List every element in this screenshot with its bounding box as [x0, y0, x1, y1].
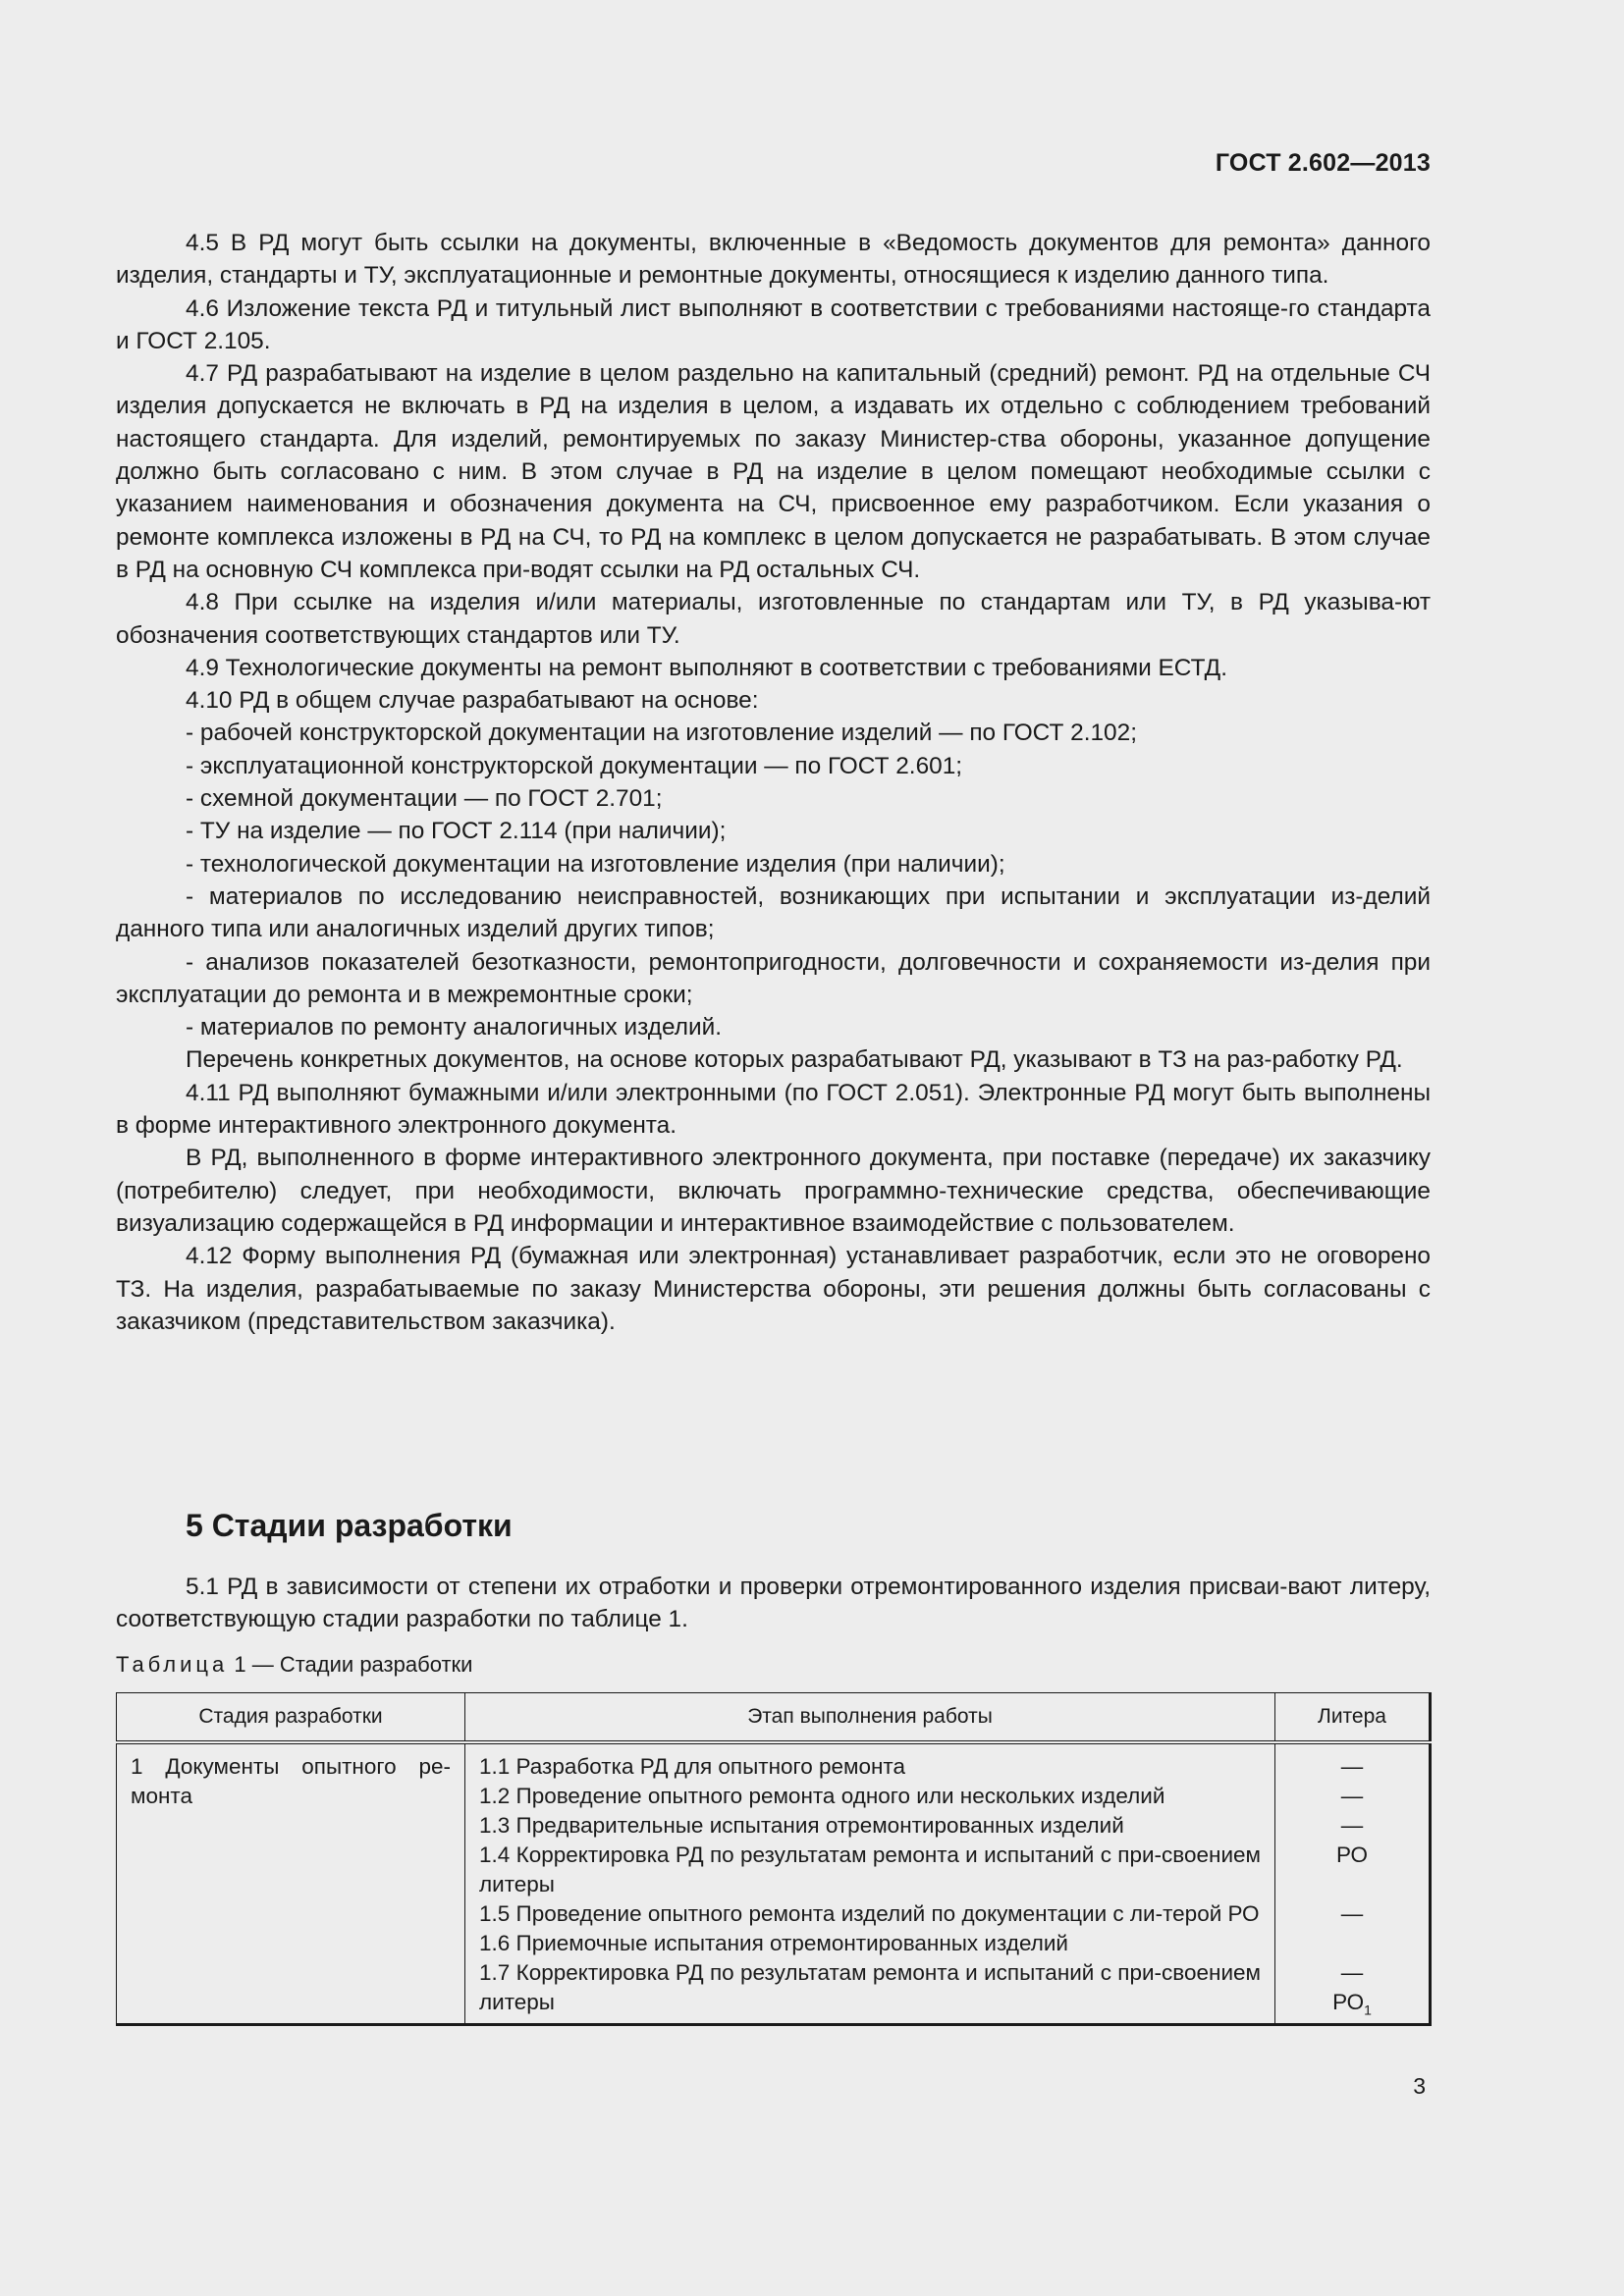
list-item: - анализов показателей безотказности, ремонтопригодности, долговечности и сохраняемости из-делия при эксплуатации до ремонта и в межремонтные сроки; — [116, 948, 1431, 1008]
step-item: 1.6 Приемочные испытания отремонтированных изделий — [479, 1931, 1068, 1955]
list-item: - ТУ на изделие — по ГОСТ 2.114 (при наличии); — [186, 818, 727, 845]
step-item: 1.3 Предварительные испытания отремонтированных изделий — [479, 1813, 1124, 1838]
stages-table — [116, 1692, 1432, 2026]
paragraph-4-12: 4.12 Форму выполнения РД (бумажная или электронная) устанавливает разработчик, если это не оговорено ТЗ. На изделия, разрабатываемые по заказу Министерства обороны, эти решения должны быть согласованы с заказчиком (представительством заказчика). — [116, 1243, 1431, 1335]
litera-value: — — [1340, 1754, 1364, 1779]
litera-cell — [1275, 1742, 1431, 2025]
list-item: - материалов по ремонту аналогичных изделий. — [186, 1014, 723, 1041]
table-caption — [116, 1652, 472, 1678]
step-item: 1.5 Проведение опытного ремонта изделий по документации с ли-терой РО — [479, 1901, 1260, 1926]
paragraph-4-8: 4.8 При ссылке на изделия и/или материалы, изготовленные по стандартам или ТУ, в РД указыва-ют обозначения соответствующих стандартов или ТУ. — [116, 589, 1431, 649]
litera-value: РО — [1335, 1842, 1368, 1867]
paragraph-4-9: 4.9 Технологические документы на ремонт выполняют в соответствии с требованиями ЕСТД. — [186, 654, 1227, 681]
litera-value: — — [1340, 1784, 1364, 1808]
list-item: - материалов по исследованию неисправностей, возникающих при испытании и эксплуатации из-делий данного типа или аналогичных изделий других типов; — [116, 882, 1431, 943]
stage-text: 1 Документы опытного ре-монта — [131, 1754, 451, 1808]
list-item: - эксплуатационной конструкторской документации — по ГОСТ 2.601; — [186, 752, 963, 779]
page-number: 3 — [1413, 2073, 1426, 2099]
header-litera: Литера — [1275, 1693, 1431, 1743]
standard-code: ГОСТ 2.602—2013 — [1215, 149, 1431, 177]
paragraph-4-5: 4.5 В РД могут быть ссылки на документы, включенные в «Ведомость документов для ремонта» данного изделия, стандарты и ТУ, эксплуатационные и ремонтные документы, относящиеся к изделию данного типа. — [116, 230, 1431, 290]
list-item: - рабочей конструкторской документации на изготовление изделий — по ГОСТ 2.102; — [186, 720, 1137, 747]
step-item: 1.4 Корректировка РД по результатам ремонта и испытаний с при-своением литеры — [479, 1842, 1261, 1896]
header-step: Этап выполнения работы — [465, 1693, 1275, 1743]
table-row — [117, 1742, 1431, 2025]
paragraph-4-11: 4.11 РД выполняют бумажными и/или электронными (по ГОСТ 2.051). Электронные РД могут быть выполнены в форме интерактивного электронного документа. — [116, 1079, 1431, 1140]
header-stage: Стадия разработки — [117, 1693, 465, 1743]
litera-value: — — [1340, 1960, 1364, 1985]
stage-cell — [117, 1742, 465, 2025]
paragraph-5-1: 5.1 РД в зависимости от степени их отработки и проверки отремонтированного изделия присваи-вают литеру, соответствующую стадии разработки по таблице 1. — [116, 1574, 1431, 1633]
step-item: 1.1 Разработка РД для опытного ремонта — [479, 1754, 905, 1779]
step-item: 1.2 Проведение опытного ремонта одного или нескольких изделий — [479, 1784, 1165, 1808]
table-header-row — [117, 1693, 1431, 1743]
table-caption-rest: 1 — Стадии разработки — [228, 1652, 473, 1677]
paragraph-4-10: 4.10 РД в общем случае разрабатывают на основе: — [186, 687, 759, 715]
list-item: - схемной документации — по ГОСТ 2.701; — [186, 785, 663, 813]
litera-value: — — [1340, 1813, 1364, 1838]
litera-ro1-main: РО — [1332, 1990, 1365, 2014]
section-5-body — [116, 1571, 1431, 1636]
litera-spacer — [1289, 1929, 1415, 1958]
steps-cell — [465, 1742, 1275, 2025]
litera-ro1-sub: 1 — [1364, 2002, 1372, 2018]
litera-spacer — [1289, 1870, 1415, 1899]
paragraph-4-7: 4.7 РД разрабатывают на изделие в целом раздельно на капитальный (средний) ремонт. РД на отдельные СЧ изделия допускается не включать в РД на изделия в целом, а издавать их отдельно с соблюдением требований настоящего стандарта. Для изделий, ремонтируемых по заказу Министер-ства обороны, указанное допущение должно быть согласовано с ним. В этом случае в РД на изделие в целом помещают необходимые ссылки с указанием наименования и обозначения документа на СЧ, присвоенное ему разработчиком. Если указания о ремонте комплекса изложены в РД на СЧ, то РД на комплекс в целом допускается не разрабатывать. В этом случае в РД на основную СЧ комплекса при-водят ссылки на РД остальных СЧ. — [116, 360, 1431, 583]
list-item: - технологической документации на изготовление изделия (при наличии); — [186, 850, 1005, 878]
body-text — [116, 227, 1431, 1338]
litera-value: — — [1340, 1901, 1364, 1926]
table-caption-prefix: Таблица — [116, 1652, 229, 1677]
paragraph-interactive: В РД, выполненного в форме интерактивного электронного документа, при поставке (передаче) их заказчику (потребителю) следует, при необходимости, включать программно-технические средства, обеспечивающие визуализацию содержащейся в РД информации и интерактивное взаимодействие с пользователем. — [116, 1145, 1431, 1237]
section-5-title: 5 Стадии разработки — [186, 1508, 513, 1543]
step-item: 1.7 Корректировка РД по результатам ремонта и испытаний с при-своением литеры — [479, 1960, 1261, 2014]
litera-value-ro1 — [1289, 1988, 1415, 2017]
paragraph-documents-list: Перечень конкретных документов, на основе которых разрабатывают РД, указывают в ТЗ на раз-работку РД. — [186, 1046, 1403, 1074]
paragraph-4-6: 4.6 Изложение текста РД и титульный лист выполняют в соответствии с требованиями настояще-го стандарта и ГОСТ 2.105. — [116, 294, 1431, 354]
